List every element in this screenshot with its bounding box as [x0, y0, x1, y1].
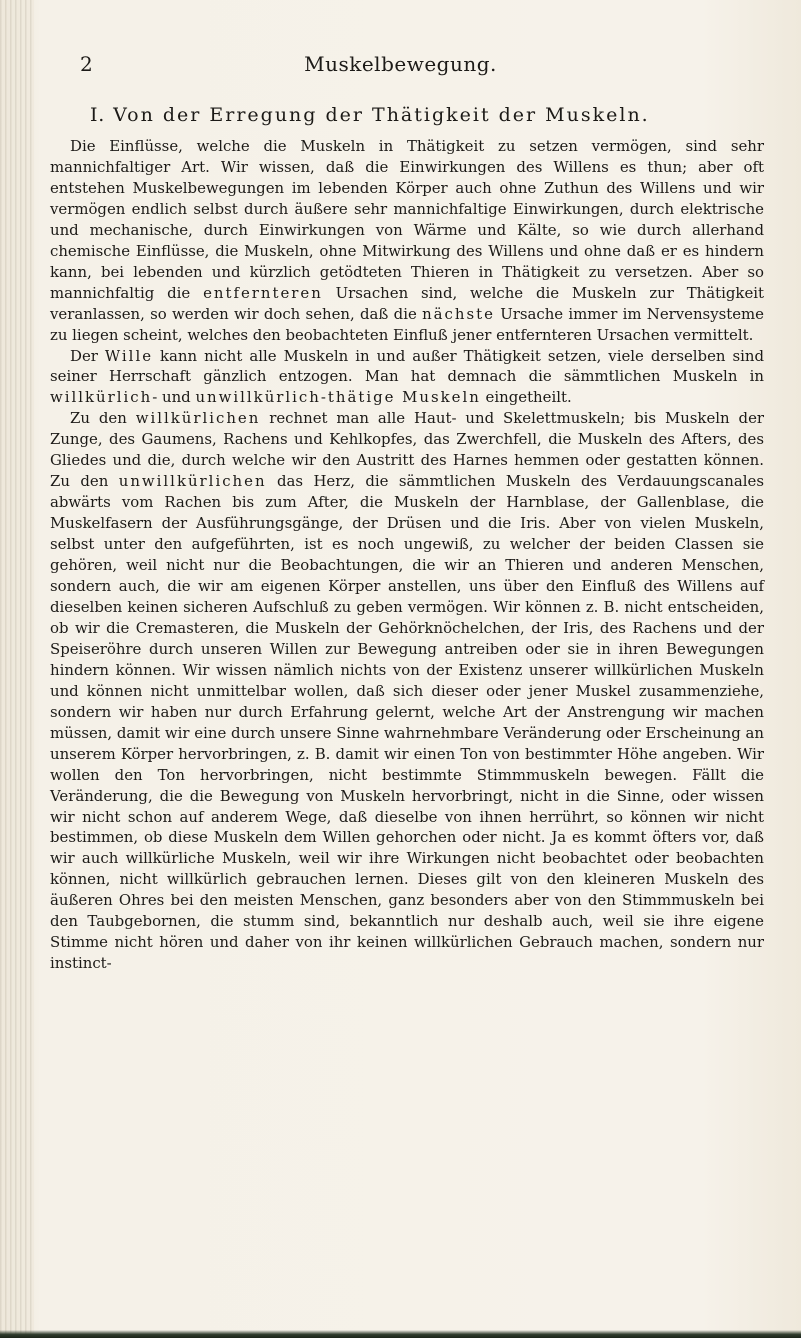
emphasized-text: Wille [104, 346, 154, 365]
page-number: 2 [80, 52, 93, 76]
text-run: - und [152, 388, 196, 407]
text-run: Der [70, 346, 105, 365]
paragraph [50, 346, 764, 409]
body-text [50, 136, 764, 974]
paragraph [50, 408, 764, 974]
section-number: I. [90, 104, 106, 126]
text-run: Ursachen sind, welche die Muskeln zur Thätigkeit veranlassen, so werden wir doch sehen, daß die [50, 283, 765, 323]
text-run: Die Einflüsse, welche die Muskeln in Thätigkeit zu setzen vermögen, sind sehr mannichfaltiger Art. Wir wissen, daß die Einwirkungen des Willens es thun; aber oft entstehen Muskelbewegungen im lebenden Körper auch ohne Zuthun des Willens und wir vermögen endlich selbst durch äußere sehr mannichfaltige Einwirkungen, durch elektrische und mechanische, durch Einwirkungen von Wärme und Kälte, so wie durch allerhand chemische Einflüsse, die Muskeln, ohne Mitwirkung des Willens und ohne daß er es hindern kann, bei lebenden und kürzlich getödteten Thieren in Thätigkeit zu versetzen. Aber so mannichfaltig die [50, 137, 764, 302]
text-run: Zu den [70, 409, 136, 428]
section-title: Von der Erregung der Thätigkeit der Muskeln. [113, 104, 650, 126]
text-run: Ursache immer im Nervensysteme zu liegen scheint, welches den beobachteten Einfluß jener entfernteren Ursachen vermittelt. [50, 304, 764, 344]
emphasized-text: nächste [422, 304, 495, 323]
emphasized-text: willkürlich [50, 388, 153, 407]
emphasized-text: entfernteren [203, 283, 323, 302]
text-run: eingetheilt. [480, 388, 572, 407]
section-heading [90, 104, 760, 126]
text-run: kann nicht alle Muskeln in und außer Thätigkeit setzen, viele derselben sind seiner Herrschaft gänzlich entzogen. Man hat demnach die sämmtlichen Muskeln in [50, 346, 764, 386]
emphasized-text: willkürlichen [135, 409, 261, 428]
emphasized-text: unwillkürlichen [118, 472, 267, 491]
running-title: Muskelbewegung. [304, 52, 497, 76]
page-bottom-edge [0, 1330, 801, 1338]
paragraph [50, 136, 764, 346]
emphasized-text: unwillkürlich-thätige Muskeln [195, 388, 481, 407]
text-run: rechnet man alle Haut- und Skelettmuskeln; bis Muskeln der Zunge, des Gaumens, Rachens und Kehlkopfes, das Zwerchfell, die Muskeln des Afters, des Gliedes und die, durch welche wir den Austritt des Harnes hemmen oder gestatten können. Zu den [50, 409, 764, 491]
text-run: das Herz, die sämmtlichen Muskeln des Verdauungscanales abwärts vom Rachen bis zum After, die Muskeln der Harnblase, der Gallenblase, die Muskelfasern der Ausführungsgänge, der Drüsen und die Iris. Aber von vielen Muskeln, selbst unter den aufgeführten, ist es noch ungewiß, zu welcher der beiden Classen sie gehören, weil nicht nur die Beobachtungen, die wir an Thieren und anderen Menschen, sondern auch, die wir am eigenen Körper anstellen, uns über den Einfluß des Willens auf dieselben keinen sicheren Aufschluß zu geben vermögen. Wir können z. B. nicht entscheiden, ob wir die Cremasteren, die Muskeln der Gehörknöchelchen, der Iris, des Rachens und der Speiseröhre durch unseren Willen zur Bewegung antreiben oder sie in ihren Bewegungen hindern können. Wir wissen nämlich nichts von der Existenz unserer willkürlichen Muskeln und können nicht unmittelbar wollen, daß sich dieser oder jener Muskel zusammenziehe, sondern wir haben nur durch Erfahrung gelernt, welche Art der Anstrengung wir machen müssen, damit wir eine durch unsere Sinne wahrnehmbare Veränderung oder Erscheinung an unserem Körper hervorbringen, z. B. damit wir einen Ton von bestimmter Höhe angeben. Wir wollen den Ton hervorbringen, nicht bestimmte Stimmmuskeln bewegen. Fällt die Veränderung, die die Bewegung von Muskeln hervorbringt, nicht in die Sinne, oder wissen wir nicht schon auf anderem Wege, daß dieselbe von ihnen herrührt, so können wir nicht bestimmen, ob diese Muskeln dem Willen gehorchen oder nicht. Ja es kommt öfters vor, daß wir auch willkürliche Muskeln, weil wir ihre Wirkungen nicht beobachtet oder beobachten können, nicht willkürlich gebrauchen lernen. Dieses gilt von den kleineren Muskeln des äußeren Ohres bei den meisten Menschen, ganz besonders aber von den Stimmmuskeln bei den Taubgebornen, die stumm sind, bekanntlich nur deshalb auch, weil sie ihre eigene Stimme nicht hören und daher von ihr keinen willkürlichen Gebrauch machen, sondern nur instinct- [50, 472, 764, 973]
book-spine-shadow [0, 0, 34, 1338]
